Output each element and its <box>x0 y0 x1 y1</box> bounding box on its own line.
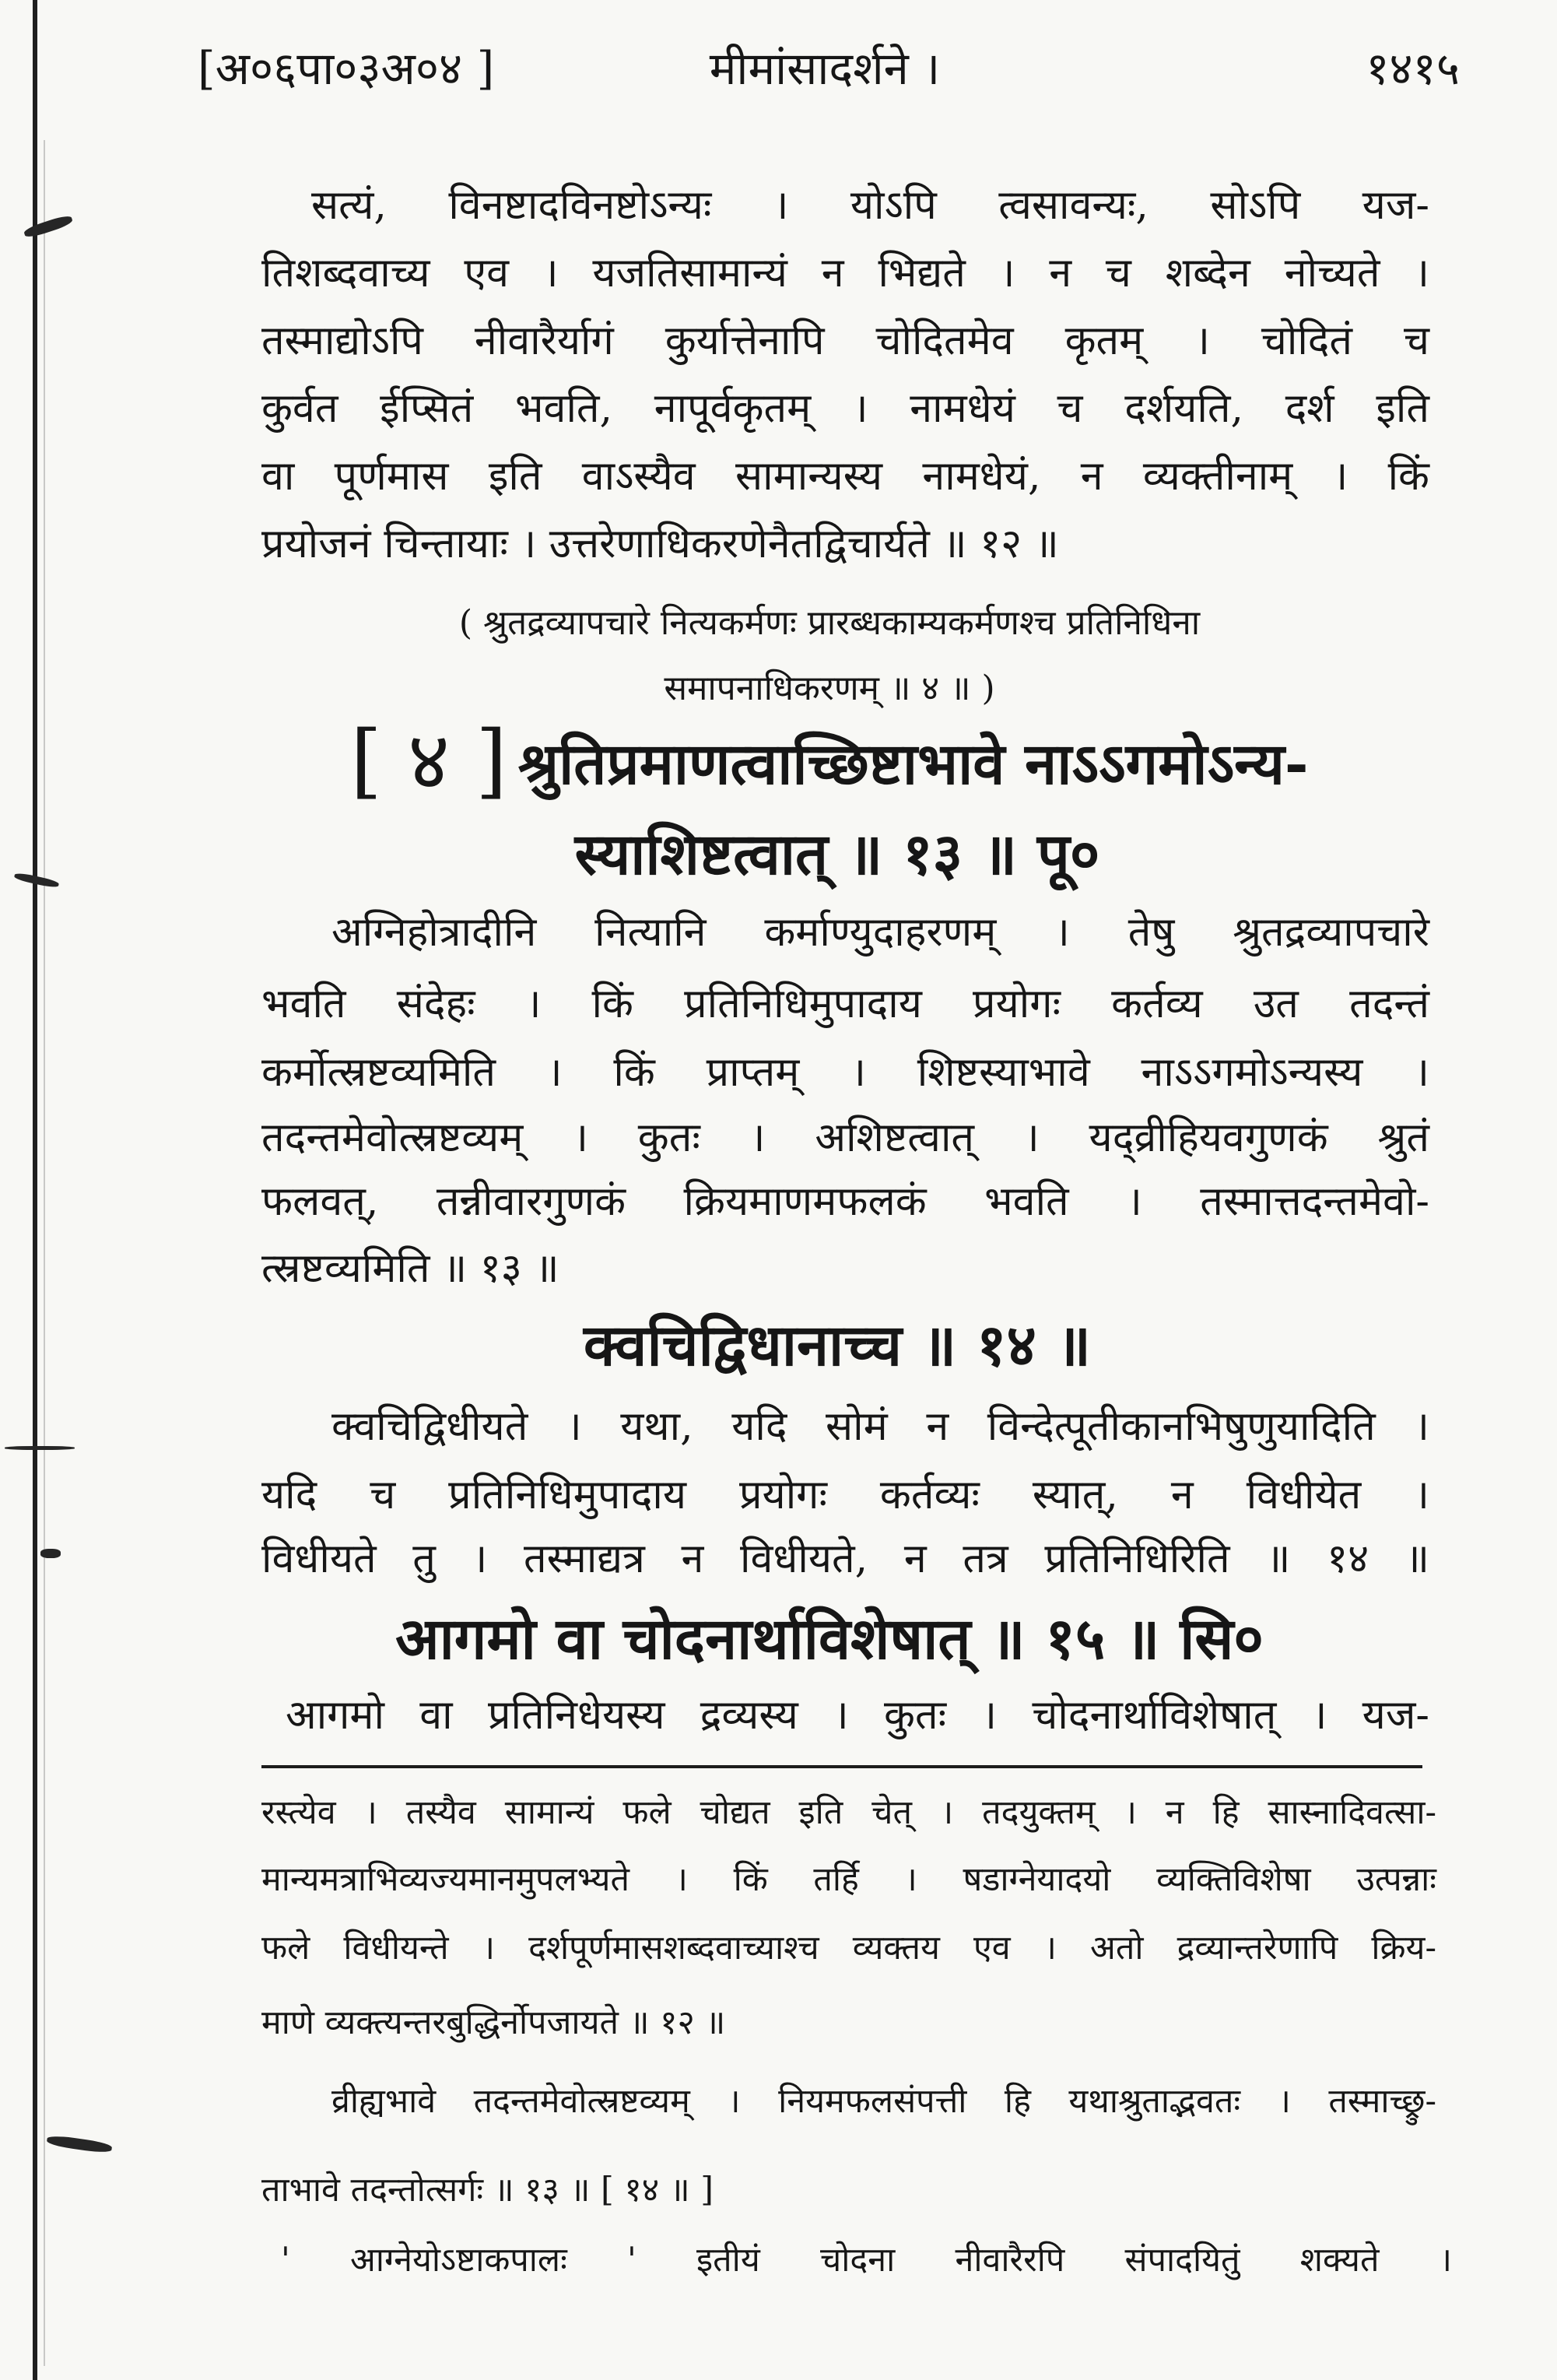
commentary-line: तस्माद्योऽपि नीवारैर्यागं कुर्यात्तेनापि चोदितमेव कृतम् । चोदितं च <box>261 318 1429 364</box>
commentary-line: प्रयोजनं चिन्तायाः । उत्तरेणाधिकरणेनैतद्विचार्यते ॥ १२ ॥ <box>261 521 1059 567</box>
sutra-line <box>184 713 1475 808</box>
scan-speck <box>23 213 73 239</box>
header-title: मीमांसादर्शने । <box>709 42 941 95</box>
commentary-line: तिशब्दवाच्य एव । यजतिसामान्यं न भिद्यते । न च शब्देन नोच्यते । <box>261 250 1429 297</box>
scan-speck <box>46 2134 112 2154</box>
commentary-line: क्वचिद्विधीयते । यथा, यदि सोमं न विन्देत्पूतीकानभिषुणुयादिति । <box>331 1403 1429 1450</box>
footnote-line: फले विधीयन्ते । दर्शपूर्णमासशब्दवाच्याश्च व्यक्तय एव । अतो द्रव्यान्तरेणापि क्रिय- <box>261 1929 1436 1968</box>
scan-speck <box>40 1549 61 1558</box>
scan-speck <box>5 1446 75 1450</box>
commentary-line: वा पूर्णमास इति वाऽस्यैव सामान्यस्य नामधेयं, न व्यक्तीनाम् । किं <box>261 453 1429 500</box>
sutra-line: क्वचिद्विधानाच्च ॥ १४ ॥ <box>583 1312 1092 1379</box>
commentary-line: त्स्रष्टव्यमिति ॥ १३ ॥ <box>261 1245 559 1292</box>
sutra-line: आगमो वा चोदनार्थाविशेषात् ॥ १५ ॥ सि० <box>395 1606 1264 1673</box>
commentary-line: सत्यं, विनष्टादविनष्टोऽन्यः । योऽपि त्वसावन्यः, सोऽपि यज- <box>311 182 1429 229</box>
footnote-line: माणे व्यक्त्यन्तरबुद्धिर्नोपजायते ॥ १२ ॥ <box>261 2003 726 2042</box>
footnote-line: ताभावे तदन्तोत्सर्गः ॥ १३ ॥ [ १४ ॥ ] <box>261 2171 714 2210</box>
commentary-line: आगमो वा प्रतिनिधेयस्य द्रव्यस्य । कुतः । चोदनार्थाविशेषात् । यज- <box>286 1692 1429 1739</box>
header-section-ref: [अ०६पा०३अ०४ ] <box>198 42 495 95</box>
commentary-line: यदि च प्रतिनिधिमुपादाय प्रयोगः कर्तव्यः स्यात्, न विधीयेत । <box>261 1472 1429 1518</box>
commentary-line: कर्मोत्स्रष्टव्यमिति । किं प्राप्तम् । शिष्टस्याभावे नाऽऽगमोऽन्यस्य । <box>261 1049 1429 1096</box>
footnote-separator <box>261 1765 1422 1768</box>
footnote-line: ' आग्नेयोऽष्टाकपालः ' इतीयं चोदना नीवारैरपि संपादयितुं शक्यते । <box>281 2241 1452 2280</box>
adhikarana-heading-line: समापनाधिकरणम् ॥ ४ ॥ ) <box>664 669 995 708</box>
sutra-text: श्रुतिप्रमाणत्वाच्छिष्टाभावे नाऽऽगमोऽन्य- <box>517 731 1309 798</box>
adhikarana-heading-line: ( श्रुतद्रव्यापचारे नित्यकर्मणः प्रारब्धकाम्यकर्मणश्च प्रतिनिधिना <box>458 603 1201 643</box>
commentary-line: फलवत्, तन्नीवारगुणकं क्रियमाणमफलकं भवति । तस्मात्तदन्तमेवो- <box>261 1178 1429 1225</box>
commentary-line: भवति संदेहः । किं प्रतिनिधिमुपादाय प्रयोगः कर्तव्य उत तदन्तं <box>261 981 1429 1027</box>
page-number: १४१५ <box>1366 42 1460 95</box>
footnote-line: मान्यमत्राभिव्यज्यमानमुपलभ्यते । किं तर्हि । षडाग्नेयादयो व्यक्तिविशेषा उत्पन्नाः <box>261 1860 1436 1899</box>
commentary-line: विधीयते तु । तस्माद्यत्र न विधीयते, न तत्र प्रतिनिधिरिति ॥ १४ ॥ <box>261 1536 1429 1582</box>
commentary-line: अग्निहोत्रादीनि नित्यानि कर्माण्युदाहरणम् । तेषु श्रुतद्रव्यापचारे <box>331 909 1429 956</box>
footnote-line: व्रीह्यभावे तदन्तमेवोत्स्रष्टव्यम् । नियमफलसंपत्ती हि यथाश्रुताद्भवतः । तस्माच्छ्रु- <box>331 2082 1436 2121</box>
commentary-line: कुर्वत ईप्सितं भवति, नापूर्वकृतम् । नामधेयं च दर्शयति, दर्श इति <box>261 385 1429 432</box>
sutra-number: [ ४ ] <box>350 713 507 808</box>
commentary-line: तदन्तमेवोत्स्रष्टव्यम् । कुतः । अशिष्टत्वात् । यद्व्रीहियवगुणकं श्रुतं <box>261 1115 1429 1161</box>
sutra-line: स्याशिष्टत्वात् ॥ १३ ॥ पू० <box>574 821 1100 888</box>
footnote-line: रस्त्येव । तस्यैव सामान्यं फले चोद्यत इति चेत् । तदयुक्तम् । न हि सास्नादिवत्सा- <box>261 1793 1436 1832</box>
page-binding-shadow <box>44 140 45 2366</box>
page-binding-edge <box>33 0 37 2380</box>
